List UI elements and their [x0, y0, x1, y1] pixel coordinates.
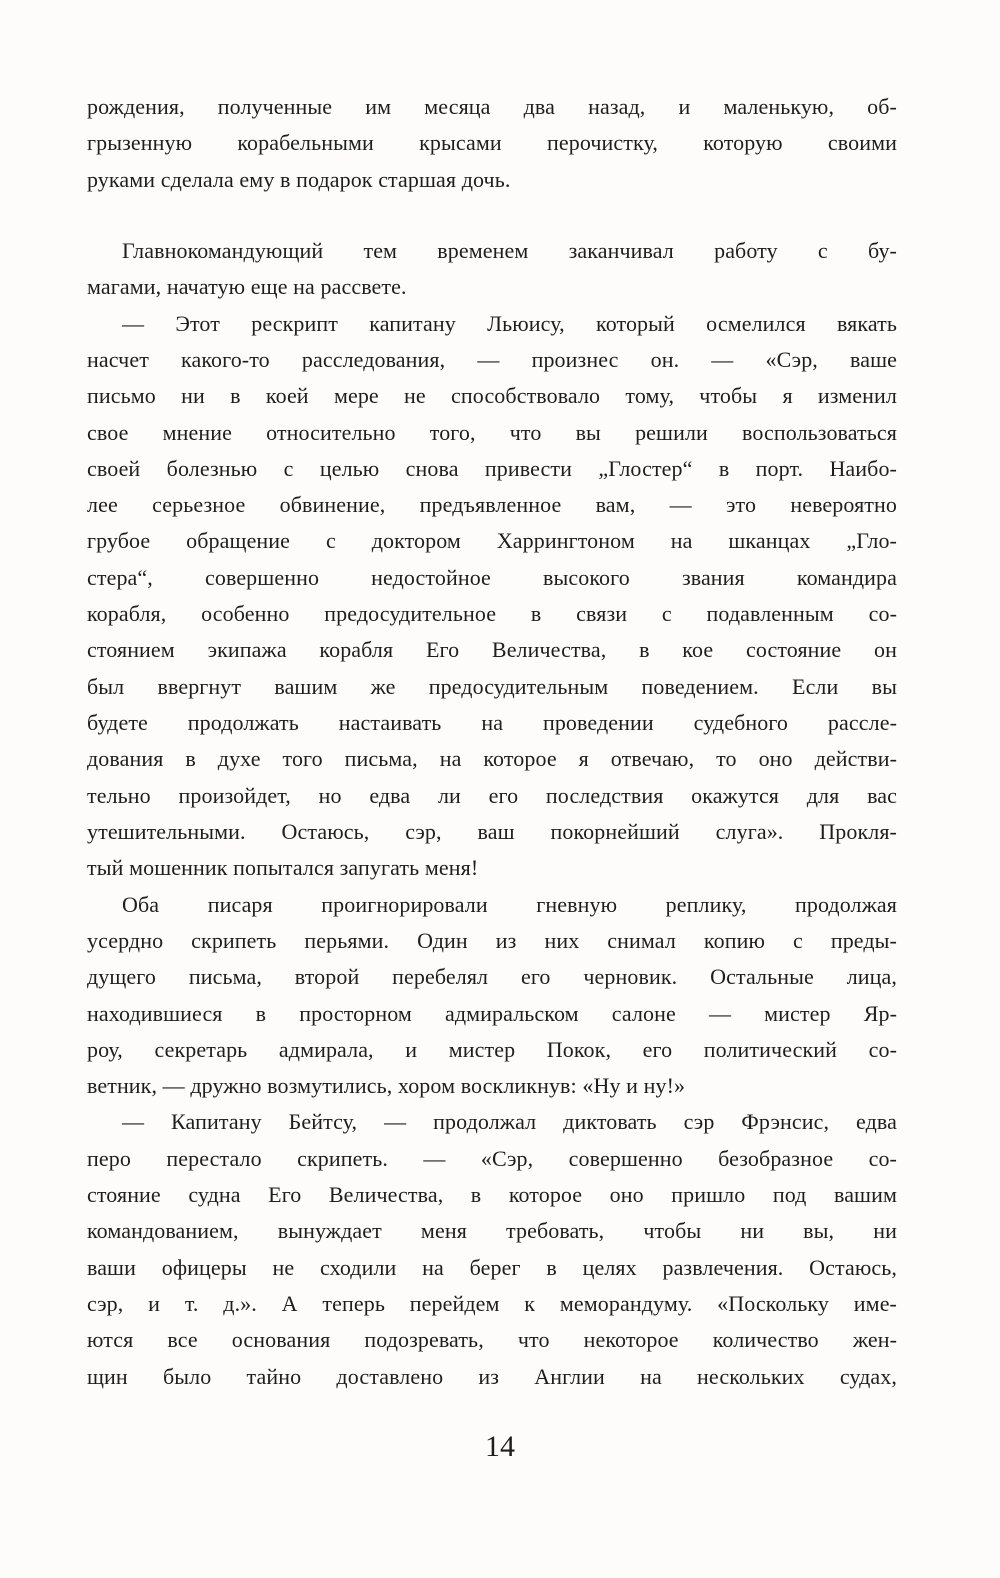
text-line: утешительными. Остаюсь, сэр, ваш покорнейший слуга». Прокля- [87, 819, 897, 844]
text-line: — Капитану Бейтсу, — продолжал диктовать сэр Фрэнсис, едва [122, 1109, 897, 1134]
text-line: дущего письма, второй перебелял его черновик. Остальные лица, [87, 964, 897, 989]
text-line: тельно произойдет, но едва ли его последствия окажутся для вас [87, 783, 897, 808]
text-line: тый мошенник попытался запугать меня! [87, 855, 479, 880]
text-line: командованием, вынуждает меня требовать, чтобы ни вы, ни [87, 1218, 897, 1243]
text-line: письмо ни в коей мере не способствовало тому, чтобы я изменил [87, 383, 897, 408]
text-line: был ввергнут вашим же предосудительным поведением. Если вы [87, 674, 897, 699]
text-line: щин было тайно доставлено из Англии на нескольких судах, [87, 1364, 897, 1389]
text-line: ются все основания подозревать, что некоторое количество жен- [87, 1327, 897, 1352]
text-line: ваши офицеры не сходили на берег в целях развлечения. Остаюсь, [87, 1255, 897, 1280]
text-line: — Этот рескрипт капитану Льюису, который осмелился вякать [122, 311, 897, 336]
text-line: дования в духе того письма, на которое я отвечаю, то оно действи- [87, 746, 897, 771]
text-line: усердно скрипеть перьями. Один из них снимал копию с преды- [87, 928, 897, 953]
text-line: стояние судна Его Величества, в которое оно пришло под вашим [87, 1182, 897, 1207]
text-line: грызенную корабельными крысами перочистку, которую своими [87, 130, 897, 155]
page-number: 14 [485, 1430, 515, 1463]
text-line: своей болезнью с целью снова привести „Глостер“ в порт. Наибо- [87, 456, 897, 481]
text-line: Оба писаря проигнорировали гневную реплику, продолжая [122, 892, 897, 917]
text-line: руками сделала ему в подарок старшая дочь. [87, 167, 511, 192]
text-line: сэр, и т. д.». А теперь перейдем к меморандуму. «Поскольку име- [87, 1291, 897, 1316]
text-line: грубое обращение с доктором Харрингтоном на шканцах „Гло- [87, 528, 897, 553]
text-line: стоянием экипажа корабля Его Величества, в кое состояние он [87, 637, 897, 662]
text-line: Главнокомандующий тем временем заканчивал работу с бу- [122, 238, 897, 263]
text-line: будете продолжать настаивать на проведении судебного рассле- [87, 710, 897, 735]
text-line: находившиеся в просторном адмиральском салоне — мистер Яр- [87, 1001, 897, 1026]
text-line: свое мнение относительно того, что вы решили воспользоваться [87, 420, 897, 445]
text-line: перо перестало скрипеть. — «Сэр, совершенно безобразное со- [87, 1146, 897, 1171]
text-line: роу, секретарь адмирала, и мистер Покок, его политический со- [87, 1037, 897, 1062]
text-line: стера“, совершенно недостойное высокого звания командира [87, 565, 897, 590]
text-line: магами, начатую еще на рассвете. [87, 274, 407, 299]
text-line: лее серьезное обвинение, предъявленное вам, — это невероятно [87, 492, 897, 517]
text-line: ветник, — дружно возмутились, хором воскликнув: «Ну и ну!» [87, 1073, 686, 1098]
text-line: корабля, особенно предосудительное в связи с подавленным со- [87, 601, 897, 626]
text-line: насчет какого-то расследования, — произнес он. — «Сэр, ваше [87, 347, 897, 372]
text-line: рождения, полученные им месяца два назад, и маленькую, об- [87, 94, 897, 119]
